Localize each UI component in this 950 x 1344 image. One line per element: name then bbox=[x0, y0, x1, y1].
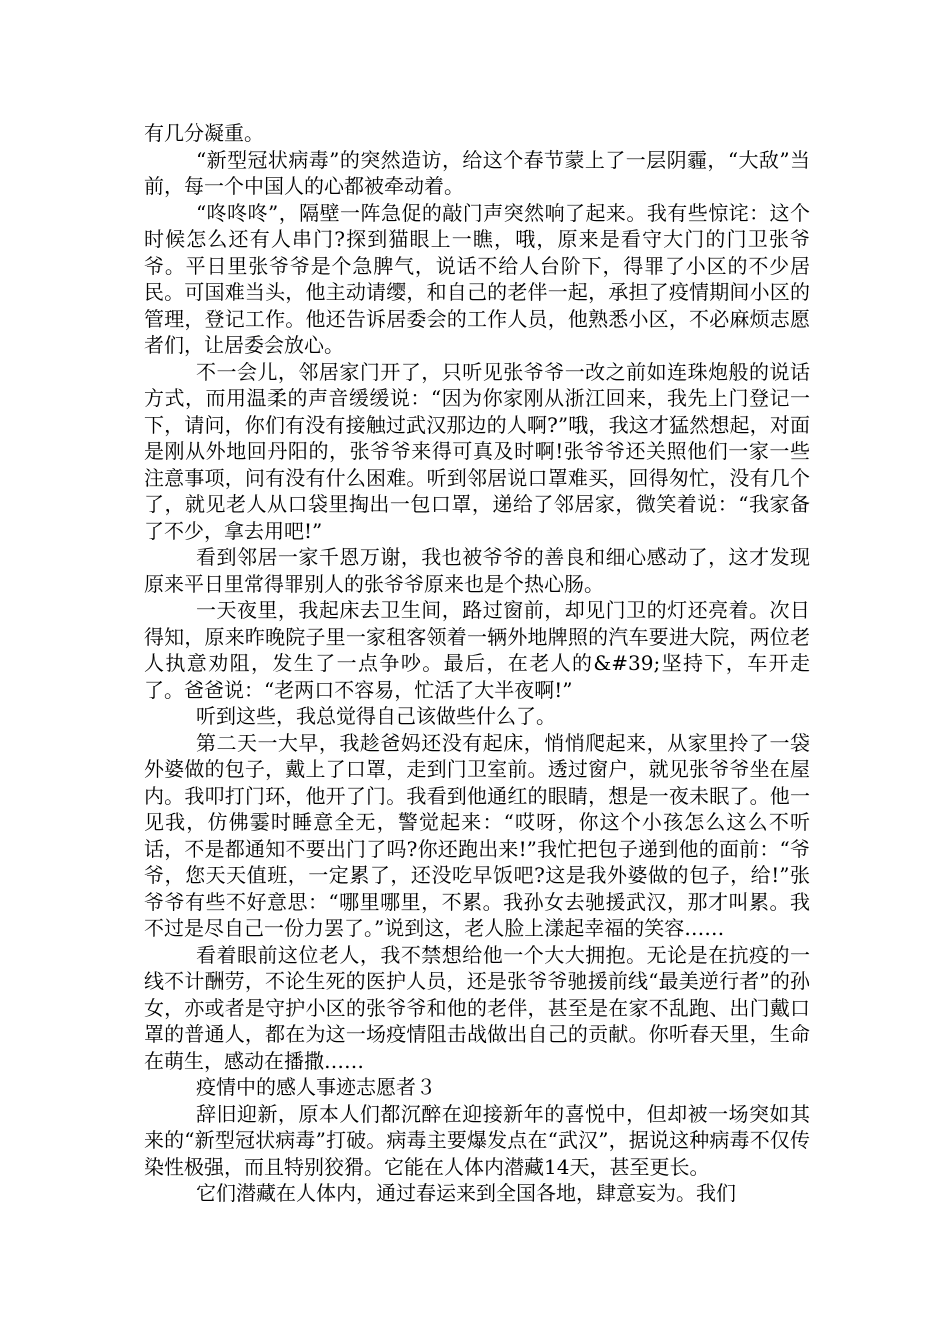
document-page bbox=[144, 120, 810, 1207]
paragraph: 第二天一大早，我趁爸妈还没有起床，悄悄爬起来，从家里拎了一袋外婆做的包子，戴上了口罩，走到门卫室前。透过窗户，就见张爷爷坐在屋内。我叩打门环，他开了门。我看到他通红的眼睛，想是一夜未眠了。他一见我，仿佛霎时睡意全无，警觉起来：“哎呀，你这个小孩怎么这么不听话，不是都通知不要出门了吗?你还跑出来!”我忙把包子递到他的面前：“爷爷，您天天值班，一定累了，还没吃早饭吧?这是我外婆做的包子，给!”张爷爷有些不好意思：“哪里哪里，不累。我孙女去驰援武汉，那才叫累。我不过是尽自己一份力罢了。”说到这，老人脸上漾起幸福的笑容…… bbox=[144, 730, 810, 940]
paragraph: 不一会儿，邻居家门开了，只听见张爷爷一改之前如连珠炮般的说话方式，而用温柔的声音缓缓说：“因为你家刚从浙江回来，我先上门登记一下，请问，你们有没有接触过武汉那边的人啊?”哦，我这才猛然想起，对面是刚从外地回丹阳的，张爷爷来得可真及时啊!张爷爷还关照他们一家一些注意事项，问有没有什么困难。听到邻居说口罩难买，回得匆忙，没有几个了，就见老人从口袋里掏出一包口罩，递给了邻居家，微笑着说：“我家备了不少，拿去用吧!” bbox=[144, 359, 810, 543]
paragraph: 听到这些，我总觉得自己该做些什么了。 bbox=[196, 704, 556, 728]
paragraph: 看到邻居一家千恩万谢，我也被爷爷的善良和细心感动了，这才发现原来平日里常得罪别人的张爷爷原来也是个热心肠。 bbox=[144, 545, 810, 596]
paragraph: 辞旧迎新，原本人们都沉醉在迎接新年的喜悦中，但却被一场突如其来的“新型冠状病毒”打破。病毒主要爆发点在“武汉”，据说这种病毒不仅传染性极强，而且特别狡猾。它能在人体内潜藏14天，甚至更长。 bbox=[144, 1101, 810, 1179]
paragraph: 它们潜藏在人体内，通过春运来到全国各地，肆意妄为。我们 bbox=[196, 1181, 736, 1205]
paragraph: 一天夜里，我起床去卫生间，路过窗前，却见门卫的灯还亮着。次日得知，原来昨晚院子里一家租客领着一辆外地牌照的汽车要进大院，两位老人执意劝阻，发生了一点争吵。最后，在老人的&#39;坚持下，车开走了。爸爸说：“老两口不容易，忙活了大半夜啊!” bbox=[144, 598, 810, 702]
paragraph: “新型冠状病毒”的突然造访，给这个春节蒙上了一层阴霾，“大敌”当前，每一个中国人的心都被牵动着。 bbox=[144, 147, 810, 198]
paragraph: 看着眼前这位老人，我不禁想给他一个大大拥抱。无论是在抗疫的一线不计酬劳，不论生死的医护人员，还是张爷爷驰援前线“最美逆行者”的孙女，亦或者是守护小区的张爷爷和他的老伴，甚至是在家不乱跑、出门戴口罩的普通人，都在为这一场疫情阻击战做出自己的贡献。你听春天里，生命在萌生，感动在播撒…… bbox=[144, 942, 810, 1073]
paragraph: “咚咚咚”，隔壁一阵急促的敲门声突然响了起来。我有些惊诧：这个时候怎么还有人串门?探到猫眼上一瞧，哦，原来是看守大门的门卫张爷爷。平日里张爷爷是个急脾气，说话不给人台阶下，得罪了小区的不少居民。可国难当头，他主动请缨，和自己的老伴一起，承担了疫情期间小区的管理，登记工作。他还告诉居委会的工作人员，他熟悉小区，不必麻烦志愿者们，让居委会放心。 bbox=[144, 200, 810, 357]
paragraph: 有几分凝重。 bbox=[144, 121, 264, 145]
section-heading: 疫情中的感人事迹志愿者３ bbox=[196, 1075, 436, 1099]
